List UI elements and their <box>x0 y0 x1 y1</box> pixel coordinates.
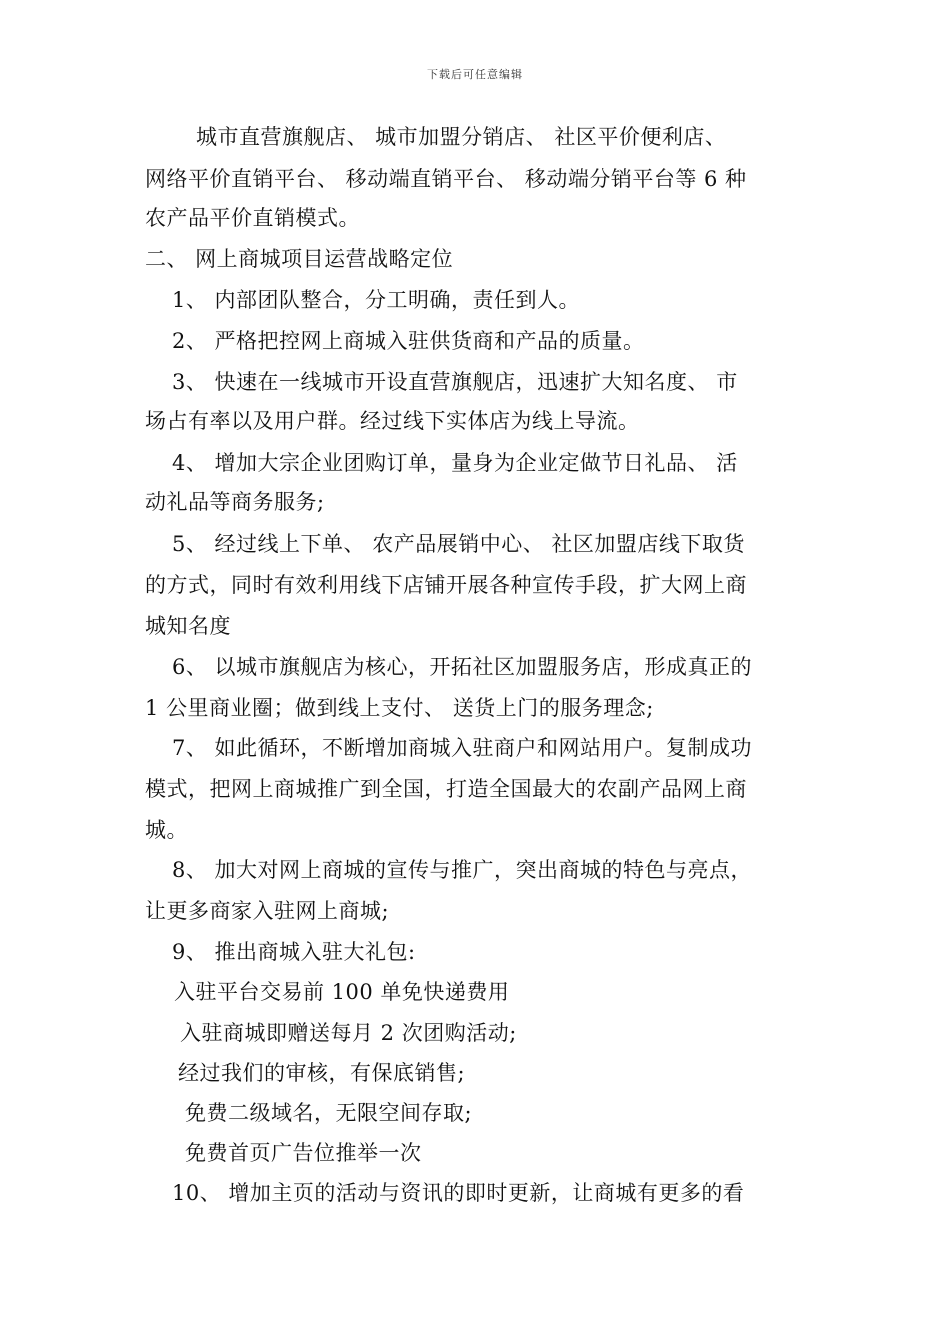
gift-item: 经过我们的审核，有保底销售; <box>178 1061 466 1085</box>
text-line: 城市直营旗舰店、 城市加盟分销店、 社区平价便利店、 <box>196 125 727 149</box>
gift-item: 免费首页广告位推举一次 <box>185 1141 422 1165</box>
list-item: 10、 增加主页的活动与资讯的即时更新，让商城有更多的看 <box>172 1181 745 1205</box>
gift-item: 入驻平台交易前 100 单免快递费用 <box>174 980 510 1004</box>
gift-item: 入驻商城即赠送每月 2 次团购活动; <box>180 1021 517 1045</box>
list-item: 5、 经过线上下单、 农产品展销中心、 社区加盟店线下取货 <box>172 532 745 556</box>
list-item: 8、 加大对网上商城的宣传与推广，突出商城的特色与亮点， <box>172 858 753 882</box>
gift-item: 免费二级域名，无限空间存取; <box>185 1101 473 1125</box>
list-item: 7、 如此循环，不断增加商城入驻商户和网站用户。复制成功 <box>172 736 753 760</box>
text-line: 的方式，同时有效利用线下店铺开展各种宣传手段，扩大网上商 <box>145 573 747 597</box>
text-line: 城。 <box>145 818 188 842</box>
list-item: 2、 严格把控网上商城入驻供货商和产品的质量。 <box>172 329 645 353</box>
text-line: 让更多商家入驻网上商城; <box>145 899 390 923</box>
page-header-note: 下载后可任意编辑 <box>427 68 523 81</box>
list-item: 4、 增加大宗企业团购订单，量身为企业定做节日礼品、 活 <box>172 451 738 475</box>
text-line: 场占有率以及用户群。经过线下实体店为线上导流。 <box>145 409 640 433</box>
list-item: 3、 快速在一线城市开设直营旗舰店，迅速扩大知名度、 市 <box>172 370 738 394</box>
list-item: 6、 以城市旗舰店为核心，开拓社区加盟服务店，形成真正的 <box>172 655 753 679</box>
text-line: 模式，把网上商城推广到全国，打造全国最大的农副产品网上商 <box>145 777 747 801</box>
text-line: 网络平价直销平台、 移动端直销平台、 移动端分销平台等 6 种 <box>145 167 747 191</box>
text-line: 城知名度 <box>145 614 231 638</box>
list-item: 1、 内部团队整合，分工明确，责任到人。 <box>172 288 581 312</box>
list-item: 9、 推出商城入驻大礼包: <box>172 940 416 964</box>
text-line: 1 公里商业圈；做到线上支付、 送货上门的服务理念; <box>145 696 654 720</box>
section-heading: 二、 网上商城项目运营战略定位 <box>145 247 454 271</box>
text-line: 农产品平价直销模式。 <box>145 206 360 230</box>
text-line: 动礼品等商务服务; <box>145 490 325 514</box>
